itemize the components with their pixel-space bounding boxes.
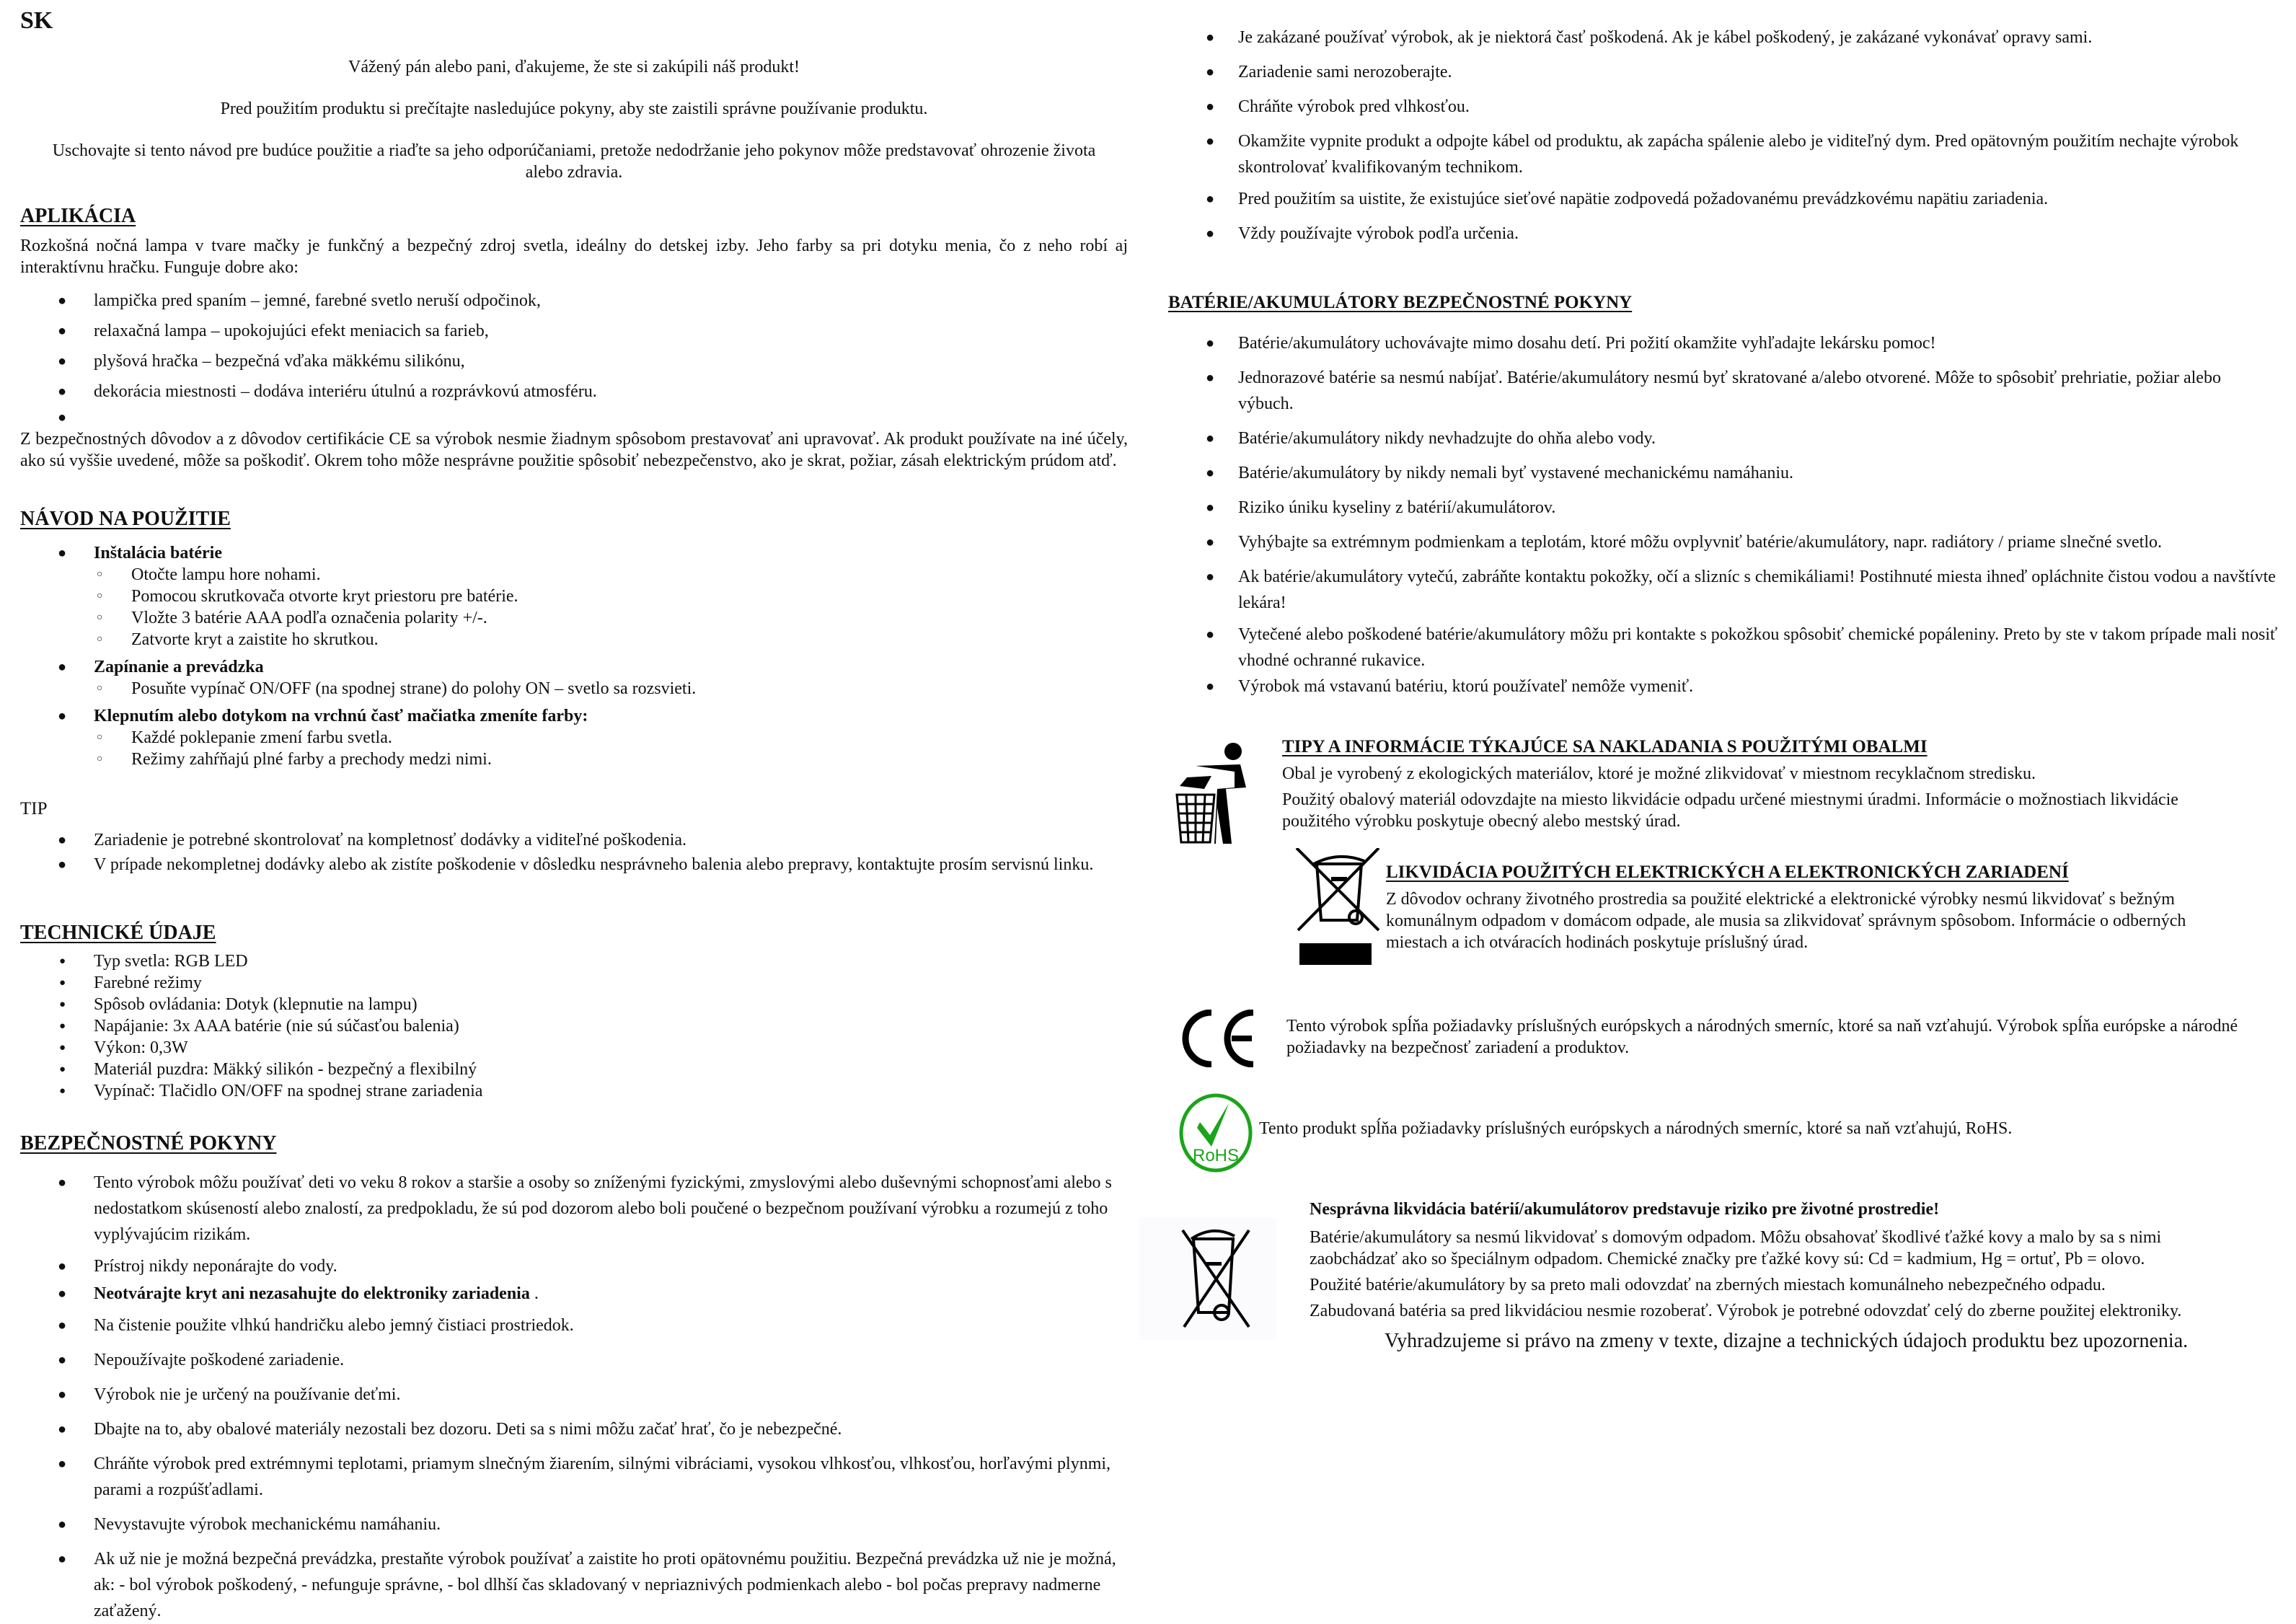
aplikacia-list	[20, 286, 1128, 428]
list-item: ● Batérie/akumulátory nikdy nevhadzujte do ohňa alebo vody.	[1168, 425, 2279, 451]
list-item: ● Zariadenie sami nerozoberajte.	[1168, 59, 2279, 85]
tip-section	[20, 829, 1128, 875]
step-substeps	[20, 564, 1128, 650]
tip-list	[20, 829, 1128, 875]
aplikacia-section	[20, 235, 1128, 472]
list-item-empty	[20, 407, 1128, 428]
navod-section	[20, 542, 1128, 770]
packaging-title: TIPY A INFORMÁCIE TÝKAJÚCE SA NAKLADANIA S POUŽITÝMI OBALMI	[1282, 737, 1928, 756]
substep: ○ Režimy zahŕňajú plné farby a prechody medzi nimi.	[20, 749, 1128, 770]
step-item	[20, 656, 1128, 700]
list-item: ● Ak batérie/akumulátory vytečú, zabráňte kontaktu pokožky, očí a slizníc s chemikáliami! Postihnuté miesta ihneď opláchnite čistou vodou a navštívte lekára!	[1168, 564, 2279, 616]
ce-mark-icon	[1178, 1010, 1258, 1067]
list-item: ● dekorácia miestnosti – dodáva interiéru útulnú a rozprávkovú atmosféru.	[20, 376, 1128, 407]
list-item: ● Nepoužívajte poškodené zariadenie.	[20, 1347, 1128, 1373]
spec-item: ● Vypínač: Tlačidlo ON/OFF na spodnej strane zariadenia	[20, 1080, 1128, 1102]
list-item: ● Riziko úniku kyseliny z batérií/akumulátorov.	[1168, 495, 2279, 521]
list-item: ● Vytečené alebo poškodené batérie/akumulátory môžu pri kontakte s pokožkou spôsobiť chemické popáleniny. Preto by ste v takom prípade mali nosiť vhodné ochranné rukavice.	[1168, 622, 2279, 674]
safety-list	[20, 1170, 1128, 1624]
step-substeps	[20, 678, 1128, 700]
tidyman-trash-icon	[1174, 736, 1253, 844]
substep: ○ Zatvorte kryt a zaistite ho skrutkou.	[20, 629, 1128, 650]
technicke-section	[20, 950, 1128, 1102]
weee-section	[1386, 862, 2279, 953]
spec-item: ● Výkon: 0,3W	[20, 1037, 1128, 1059]
read-instructions: Pred použitím produktu si prečítajte nasledujúce pokyny, aby ste zaistili správne používanie produktu.	[220, 100, 928, 118]
battery-disposal-text-3: Zabudovaná batéria sa pred likvidáciou nesmie rozoberať. Výrobok je potrebné odovzdať celý do zberne použitej elektroniky.	[1310, 1302, 2182, 1320]
section-title-bezpecnostne: BEZPEČNOSTNÉ POKYNY	[20, 1132, 277, 1155]
list-item: ● plyšová hračka – bezpečná vďaka mäkkému silikónu,	[20, 346, 1128, 376]
section-title-technicke: TECHNICKÉ ÚDAJE	[20, 922, 216, 944]
list-item: ● Pred použitím sa uistite, že existujúce sieťové napätie zodpovedá požadovanému prevádzkovému napätiu zariadenia.	[1168, 186, 2279, 212]
spec-item: ● Napájanie: 3x AAA batérie (nie sú súčasťou balenia)	[20, 1015, 1128, 1037]
language-code: SK	[20, 7, 53, 34]
list-item: ● Okamžite vypnite produkt a odpojte kábel od produktu, ak zapácha spálenie alebo je viditeľný dym. Pred opätovným použitím nechajte výrobok skontrolovať kvalifikovaným technikom.	[1168, 128, 2279, 180]
substep: ○ Vložte 3 batérie AAA podľa označenia polarity +/-.	[20, 607, 1128, 629]
keep-manual: Uschovajte si tento návod pre budúce použitie a riaďte sa jeho odporúčaniami, pretože nedodržanie jeho pokynov môže predstavovať ohrozenie života alebo zdravia.	[52, 141, 1096, 182]
step-item	[20, 542, 1128, 650]
rohs-text: Tento produkt spĺňa požiadavky príslušných európskych a národných smerníc, ktoré sa naň vzťahujú, RoHS.	[1259, 1119, 2013, 1138]
battery-disposal-section	[1310, 1200, 2279, 1322]
list-item: ● Chráňte výrobok pred vlhkosťou.	[1168, 94, 2279, 120]
list-item: ● Je zakázané používať výrobok, ak je niektorá časť poškodená. Ak je kábel poškodený, je zakázané vykonávať opravy sami.	[1168, 25, 2279, 50]
list-item: ● Dbajte na to, aby obalové materiály nezostali bez dozoru. Deti sa s nimi môžu začať hrať, čo je nebezpečné.	[20, 1416, 1128, 1442]
weee-title: LIKVIDÁCIA POUŽITÝCH ELEKTRICKÝCH A ELEKTRONICKÝCH ZARIADENÍ	[1386, 862, 2069, 882]
disclaimer: Vyhradzujeme si právo na zmeny v texte, dizajne a technických údajoch produktu bez upozornenia.	[1385, 1330, 2189, 1352]
list-item: ● Prístroj nikdy neponárajte do vody.	[20, 1253, 1128, 1279]
spec-item: ● Farebné režimy	[20, 972, 1128, 994]
bold-warning: Neotvárajte kryt ani nezasahujte do elektroniky zariadenia	[94, 1284, 530, 1303]
battery-disposal-text-1: Batérie/akumulátory sa nesmú likvidovať s domovým odpadom. Môžu obsahovať škodlivé ťažké kovy a malo by sa s nimi zaobchádzať ako so špeciálnym odpadom. Chemické značky pre ťažké kovy sú: Cd = kadmium, Hg = ortuť, Pb = olovo.	[1310, 1228, 2162, 1268]
baterie-section	[1168, 330, 2279, 700]
list-item: ● lampička pred spaním – jemné, farebné svetlo neruší odpočinok,	[20, 286, 1128, 316]
crossed-bin-icon	[1295, 848, 1382, 971]
list-item: ● Tento výrobok môžu používať deti vo veku 8 rokov a staršie a osoby so zníženými fyzickými, zmyslovými alebo duševnými schopnosťami alebo s nedostatkom skúseností alebo znalostí, za predpokladu, že sú pod dozorom alebo boli poučené o bezpečnom používaní výrobku a rozumejú z toho vyplývajúcim rizikám.	[20, 1170, 1128, 1248]
tech-specs-list	[20, 950, 1128, 1102]
list-item: ● Zariadenie je potrebné skontrolovať na kompletnosť dodávky a viditeľné poškodenia.	[20, 829, 1128, 851]
bezpecnostne-section	[20, 1170, 1128, 1624]
list-item: ● Vždy používajte výrobok podľa určenia.	[1168, 221, 2279, 247]
step-title: Inštalácia batérie	[94, 544, 222, 562]
battery-safety-list	[1168, 330, 2279, 700]
list-item: ● Výrobok má vstavanú batériu, ktorú používateľ nemôže vymeniť.	[1168, 674, 2279, 700]
packaging-text-1: Obal je vyrobený z ekologických materiálov, ktoré je možné zlikvidovať v miestnom recyklačnom stredisku.	[1282, 764, 2036, 783]
section-title-tip: TIP	[20, 799, 48, 818]
packaging-section	[1282, 737, 2279, 832]
section-title-navod: NÁVOD NA POUŽITIE	[20, 508, 231, 530]
step-item	[20, 705, 1128, 770]
spec-item: ● Typ svetla: RGB LED	[20, 950, 1128, 972]
substep: ○ Otočte lampu hore nohami.	[20, 564, 1128, 586]
spec-item: ● Materiál puzdra: Mäkký silikón - bezpečný a flexibilný	[20, 1059, 1128, 1080]
ce-text: Tento výrobok spĺňa požiadavky príslušných európskych a národných smerníc, ktoré sa naň vzťahujú. Výrobok spĺňa európske a národné požiadavky na bezpečnosť zariadení a produktov.	[1286, 1017, 2238, 1057]
list-item: ● Na čistenie použite vlhkú handričku alebo jemný čistiaci prostriedok.	[20, 1312, 1128, 1338]
battery-disposal-text-2: Použité batérie/akumulátory by sa preto mali odovzdať na zberných miestach komunálneho nebezpečného odpadu.	[1310, 1276, 2106, 1294]
substep: ○ Pomocou skrutkovača otvorte kryt priestoru pre batérie.	[20, 586, 1128, 607]
weee-text: Z dôvodov ochrany životného prostredia sa použité elektrické a elektronické výrobky nesmú likvidovať s bežným komunálnym odpadom v domácom odpade, ale musia sa zlikvidovať správnym spôsobom. Informácie o odberných miestach a ich otváracích hodinách poskytuje príslušný úrad.	[1386, 890, 2186, 952]
list-item: ● relaxačná lampa – upokojujúci efekt meniacich sa farieb,	[20, 316, 1128, 346]
aplikacia-text: Rozkošná nočná lampa v tvare mačky je funkčný a bezpečný zdroj svetla, ideálny do detskej izby. Jeho farby sa pri dotyku menia, čo z neho robí aj interaktívnu hračku. Funguje dobre ako:	[20, 237, 1128, 277]
list-item: ● V prípade nekompletnej dodávky alebo ak zistíte poškodenie v dôsledku nesprávneho balenia alebo prepravy, kontaktujte prosím servisnú linku.	[20, 854, 1128, 875]
list-item: ● Vyhýbajte sa extrémnym podmienkam a teplotám, ktoré môžu ovplyvniť batérie/akumulátory, napr. radiátory / priame slnečné svetlo.	[1168, 529, 2279, 555]
battery-crossed-bin-icon	[1139, 1217, 1276, 1340]
list-item: ● Jednorazové batérie sa nesmú nabíjať. Batérie/akumulátory nesmú byť skratované a/alebo otvorené. Môže to spôsobiť prehriatie, požiar alebo výbuch.	[1168, 365, 2279, 417]
rohs-icon	[1178, 1093, 1253, 1173]
step-title: Klepnutím alebo dotykom na vrchnú časť mačiatka zmeníte farby:	[94, 707, 588, 725]
list-item: ● Batérie/akumulátory by nikdy nemali byť vystavené mechanickému namáhaniu.	[1168, 460, 2279, 486]
bold-warning-suffix: .	[529, 1284, 539, 1303]
battery-disposal-title: Nesprávna likvidácia batérií/akumulátorov predstavuje riziko pre životné prostredie!	[1310, 1200, 1940, 1219]
section-title-baterie: BATÉRIE/AKUMULÁTORY BEZPEČNOSTNÉ POKYNY	[1168, 293, 1633, 312]
substep: ○ Každé poklepanie zmení farbu svetla.	[20, 727, 1128, 749]
greeting: Vážený pán alebo pani, ďakujeme, že ste si zakúpili náš produkt!	[348, 58, 800, 76]
section-title-aplikacia: APLIKÁCIA	[20, 205, 136, 227]
safety-continued-list	[1168, 25, 2279, 247]
list-item: ● Chráňte výrobok pred extrémnymi teplotami, priamym slnečným žiarením, silnými vibráciami, vysokou vlhkosťou, vlhkosťou, horľavými plynmi, parami a rozpúšťadlami.	[20, 1451, 1128, 1503]
rohs-label: RoHS	[1192, 1146, 1240, 1165]
list-item	[20, 1281, 1128, 1307]
list-item: ● Ak už nie je možná bezpečná prevádzka, prestaňte výrobok používať a zaistite ho proti opätovnému použitiu. Bezpečná prevádzka už nie je možná, ak: - bol výrobok poškodený, - nefunguje správne, - bol dlhší čas skladovaný v nepriaznivých podmienkach alebo - bol počas prepravy nadmerne zaťažený.	[20, 1546, 1128, 1624]
safety-continued	[1168, 25, 2279, 247]
list-item: ● Batérie/akumulátory uchovávajte mimo dosahu detí. Pri požití okamžite vyhľadajte lekársku pomoc!	[1168, 330, 2279, 356]
list-item: ● Nevystavujte výrobok mechanickému namáhaniu.	[20, 1512, 1128, 1537]
navod-steps	[20, 542, 1128, 770]
spec-item: ● Spôsob ovládania: Dotyk (klepnutie na lampu)	[20, 994, 1128, 1015]
step-substeps	[20, 727, 1128, 770]
step-title: Zapínanie a prevádzka	[94, 658, 264, 676]
substep: ○ Posuňte vypínač ON/OFF (na spodnej strane) do polohy ON – svetlo sa rozsvieti.	[20, 678, 1128, 700]
ce-warning-text: Z bezpečnostných dôvodov a z dôvodov certifikácie CE sa výrobok nesmie žiadnym spôsobom prestavovať ani upravovať. Ak produkt používate na iné účely, ako sú vyššie uvedené, môže sa poškodiť. Okrem toho môže nesprávne použitie spôsobiť nebezpečenstvo, ako je skrat, požiar, zásah elektrickým prúdom atď.	[20, 430, 1128, 470]
intro	[20, 56, 1128, 183]
packaging-text-2: Použitý obalový materiál odovzdajte na miesto likvidácie odpadu určené miestnymi úradmi. Informácie o možnostiach likvidácie použitého výrobku poskytuje obecný alebo mestský úrad.	[1282, 790, 2178, 831]
list-item: ● Výrobok nie je určený na používanie deťmi.	[20, 1382, 1128, 1408]
